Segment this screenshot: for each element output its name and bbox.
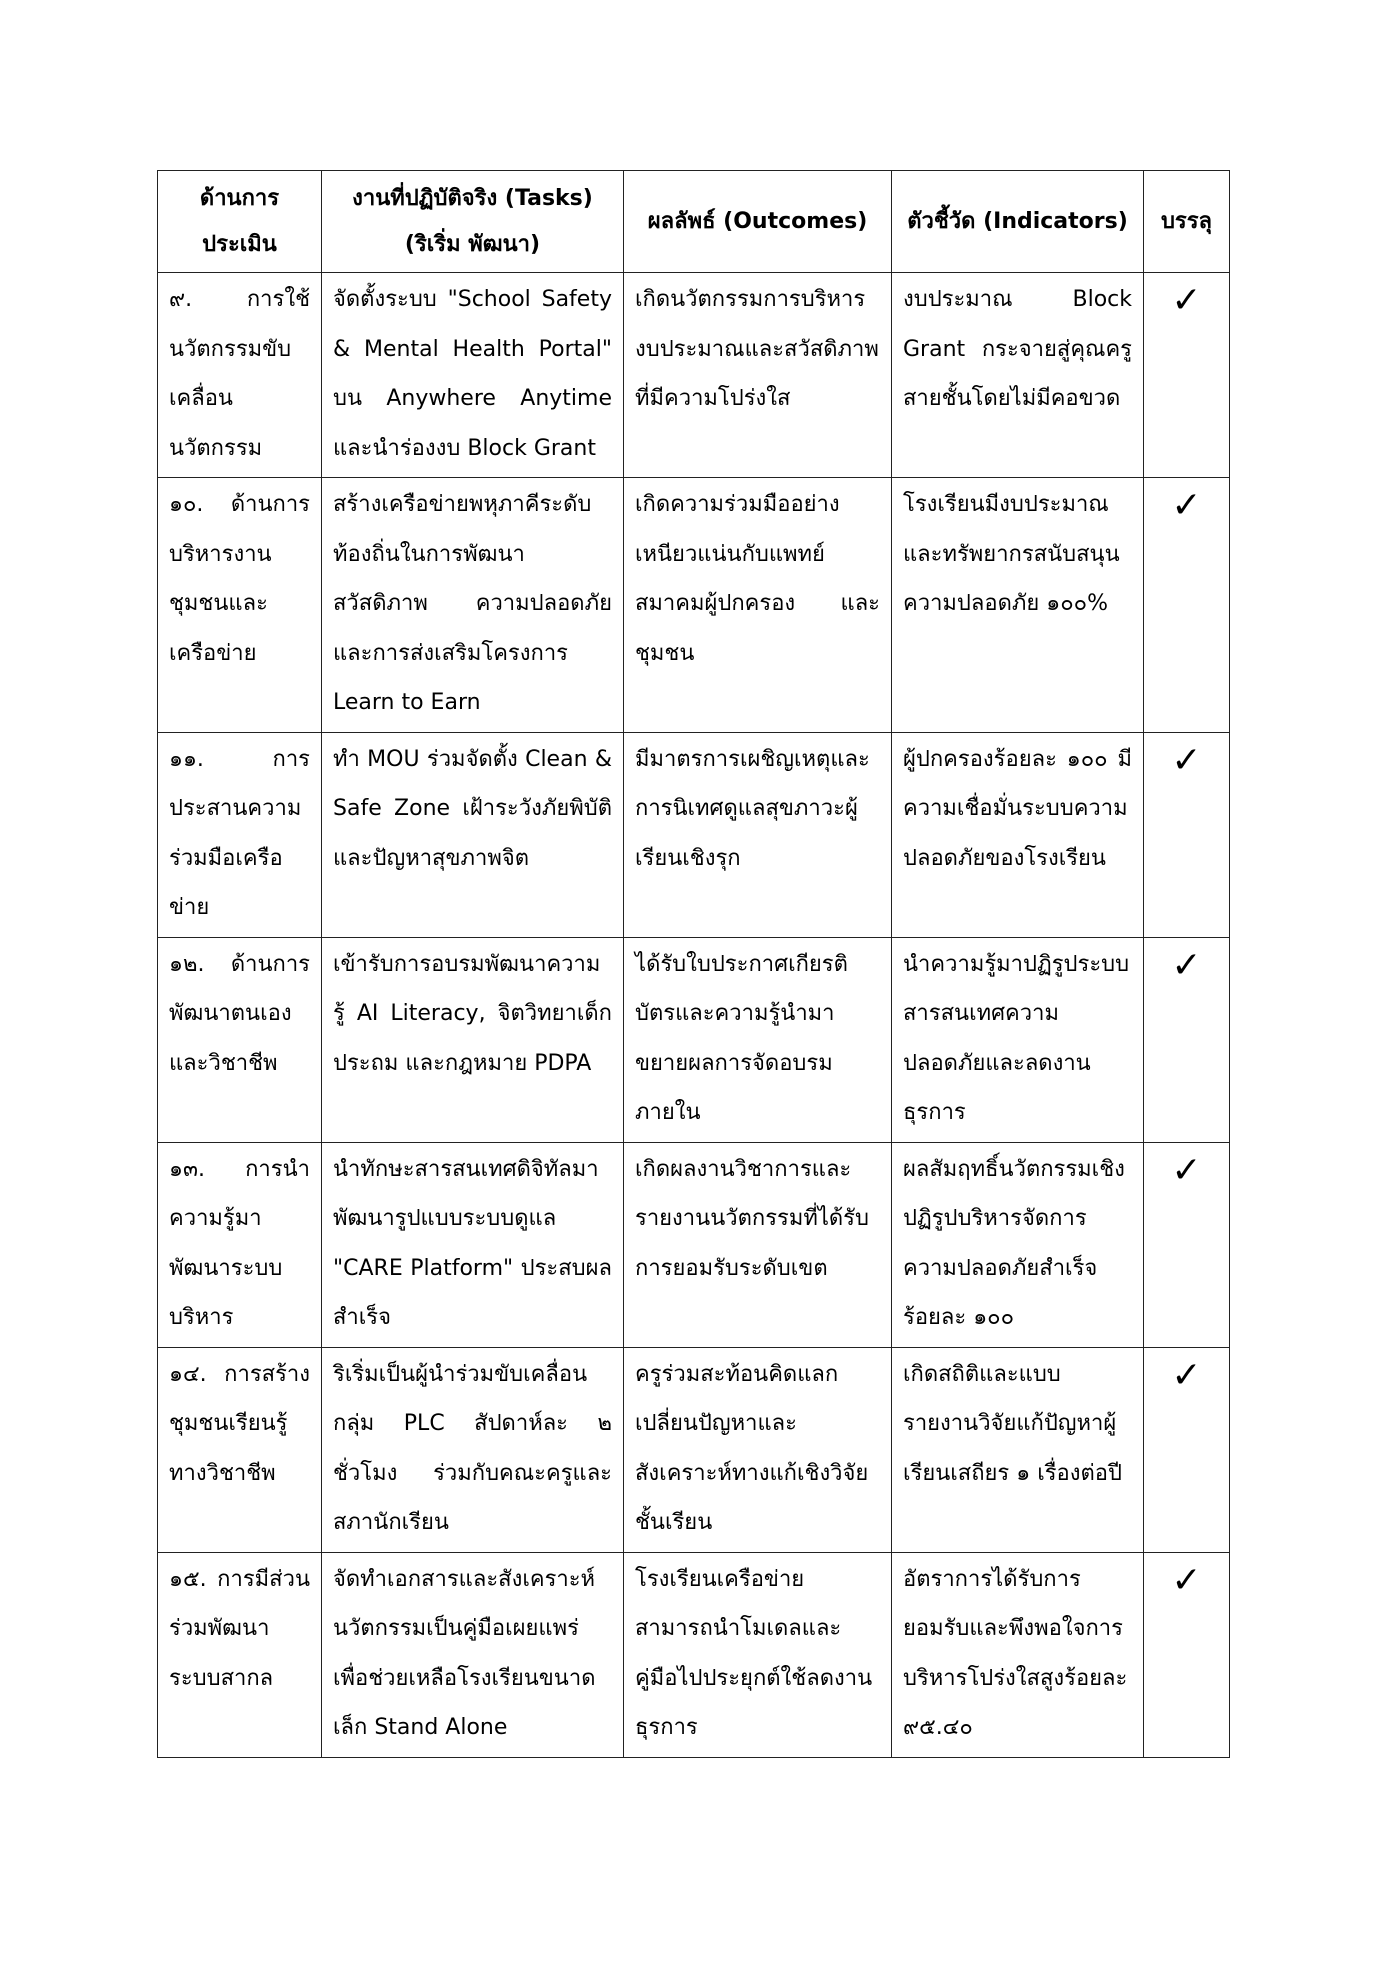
outcomes-cell: เกิดความร่วมมืออย่างเหนียวแน่นกับแพทย์ สมาคมผู้ปกครอง และชุมชน: [624, 478, 892, 733]
area-cell: ๙. การใช้นวัตกรรมขับเคลื่อนนวัตกรรม: [158, 273, 322, 478]
area-cell: ๑๐. ด้านการบริหารงานชุมชนและเครือข่าย: [158, 478, 322, 733]
tasks-cell: จัดทำเอกสารและสังเคราะห์นวัตกรรมเป็นคู่มือเผยแพร่เพื่อช่วยเหลือโรงเรียนขนาดเล็ก Stand Alone: [322, 1552, 624, 1757]
indicators-cell: นำความรู้มาปฏิรูประบบสารสนเทศความปลอดภัยและลดงานธุรการ: [892, 937, 1144, 1142]
outcomes-cell: โรงเรียนเครือข่ายสามารถนำโมเดลและคู่มือไปประยุกต์ใช้ลดงานธุรการ: [624, 1552, 892, 1757]
outcomes-cell: เกิดนวัตกรรมการบริหารงบประมาณและสวัสดิภาพที่มีความโปร่งใส: [624, 273, 892, 478]
header-achieved: บรรลุ: [1144, 171, 1230, 273]
header-tasks-line2: (ริเริ่ม พัฒนา): [404, 231, 541, 257]
area-cell: ๑๔. การสร้างชุมชนเรียนรู้ทางวิชาชีพ: [158, 1347, 322, 1552]
checkmark-icon: ✓: [1144, 1552, 1230, 1757]
checkmark-icon: ✓: [1144, 478, 1230, 733]
area-cell: ๑๕. การมีส่วนร่วมพัฒนาระบบสากล: [158, 1552, 322, 1757]
table-row: [158, 1552, 1230, 1757]
indicators-cell: โรงเรียนมีงบประมาณและทรัพยากรสนับสนุนความปลอดภัย ๑๐๐%: [892, 478, 1144, 733]
checkmark-icon: ✓: [1144, 1142, 1230, 1347]
outcomes-cell: มีมาตรการเผชิญเหตุและการนิเทศดูแลสุขภาวะผู้เรียนเชิงรุก: [624, 732, 892, 937]
header-area: [158, 171, 322, 273]
checkmark-icon: ✓: [1144, 937, 1230, 1142]
table-row: [158, 1347, 1230, 1552]
checkmark-icon: ✓: [1144, 732, 1230, 937]
checkmark-icon: ✓: [1144, 1347, 1230, 1552]
tasks-cell: ริเริ่มเป็นผู้นำร่วมขับเคลื่อนกลุ่ม PLC สัปดาห์ละ ๒ ชั่วโมง ร่วมกับคณะครูและสภานักเรียน: [322, 1347, 624, 1552]
table-row: [158, 1142, 1230, 1347]
table-row: [158, 937, 1230, 1142]
header-area-line2: ประเมิน: [202, 231, 277, 257]
header-tasks: [322, 171, 624, 273]
outcomes-cell: ได้รับใบประกาศเกียรติบัตรและความรู้นำมาขยายผลการจัดอบรมภายใน: [624, 937, 892, 1142]
tasks-cell: จัดตั้งระบบ "School Safety & Mental Health Portal" บน Anywhere Anytime และนำร่องงบ Block Grant: [322, 273, 624, 478]
header-row: [158, 171, 1230, 273]
header-indicators: ตัวชี้วัด (Indicators): [892, 171, 1144, 273]
indicators-cell: อัตราการได้รับการยอมรับและพึงพอใจการบริหารโปร่งใสสูงร้อยละ ๙๕.๔๐: [892, 1552, 1144, 1757]
area-cell: ๑๑. การประสานความร่วมมือเครือข่าย: [158, 732, 322, 937]
header-area-line1: ด้านการ: [199, 185, 280, 211]
tasks-cell: นำทักษะสารสนเทศดิจิทัลมาพัฒนารูปแบบระบบดูแล "CARE Platform" ประสบผลสำเร็จ: [322, 1142, 624, 1347]
checkmark-icon: ✓: [1144, 273, 1230, 478]
outcomes-cell: ครูร่วมสะท้อนคิดแลกเปลี่ยนปัญหาและสังเคราะห์ทางแก้เชิงวิจัยชั้นเรียน: [624, 1347, 892, 1552]
outcomes-cell: เกิดผลงานวิชาการและรายงานนวัตกรรมที่ได้รับการยอมรับระดับเขต: [624, 1142, 892, 1347]
tasks-cell: เข้ารับการอบรมพัฒนาความรู้ AI Literacy, จิตวิทยาเด็กประถม และกฎหมาย PDPA: [322, 937, 624, 1142]
indicators-cell: ผู้ปกครองร้อยละ ๑๐๐ มีความเชื่อมั่นระบบความปลอดภัยของโรงเรียน: [892, 732, 1144, 937]
indicators-cell: งบประมาณ Block Grant กระจายสู่คุณครูสายชั้นโดยไม่มีคอขวด: [892, 273, 1144, 478]
evaluation-table: [157, 170, 1230, 1758]
area-cell: ๑๓. การนำความรู้มาพัฒนาระบบบริหาร: [158, 1142, 322, 1347]
indicators-cell: เกิดสถิติและแบบรายงานวิจัยแก้ปัญหาผู้เรียนเสถียร ๑ เรื่องต่อปี: [892, 1347, 1144, 1552]
tasks-cell: สร้างเครือข่ายพหุภาคีระดับท้องถิ่นในการพัฒนาสวัสดิภาพ ความปลอดภัย และการส่งเสริมโครงการ Learn to Earn: [322, 478, 624, 733]
area-cell: ๑๒. ด้านการพัฒนาตนเองและวิชาชีพ: [158, 937, 322, 1142]
indicators-cell: ผลสัมฤทธิ์นวัตกรรมเชิงปฏิรูปบริหารจัดการความปลอดภัยสำเร็จร้อยละ ๑๐๐: [892, 1142, 1144, 1347]
header-outcomes: ผลลัพธ์ (Outcomes): [624, 171, 892, 273]
table-row: [158, 732, 1230, 937]
table-row: [158, 478, 1230, 733]
table-row: [158, 273, 1230, 478]
header-tasks-line1: งานที่ปฏิบัติจริง (Tasks): [352, 185, 593, 211]
tasks-cell: ทำ MOU ร่วมจัดตั้ง Clean & Safe Zone เฝ้าระวังภัยพิบัติและปัญหาสุขภาพจิต: [322, 732, 624, 937]
